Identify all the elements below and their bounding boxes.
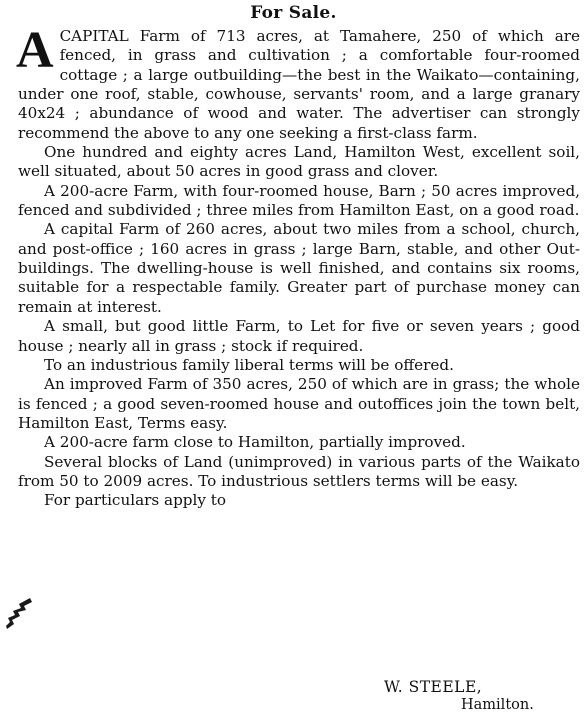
advertiser-location: Hamilton. [461,697,534,713]
paragraph-text: Farm of 713 acres, at Tamahere, 250 of which are fenced, in grass and cultivation ; a comfortable four-roomed cottage ; a large outbuilding—the best in the Waikato—containing, under one roof, stable, cowhouse, servants' room, and a large granary 40x24 ; abundance of wood and water. The advertiser can strongly recommend the above to any one seeking a first-class farm. [18,27,580,142]
advertisement-body [16,22,580,511]
paragraph-liberal-terms: To an industrious family liberal terms will be offered. [44,355,454,374]
drop-cap: A [16,22,54,79]
paragraph-hamilton-west-land: One hundred and eighty acres Land, Hamilton West, excellent soil, well situated, about 50 acres in good grass and clover. [18,143,580,181]
paragraph-350-acre-farm: An improved Farm of 350 acres, 250 of which are in grass; the whole is fenced ; a good seven-roomed house and outoffices join the town belt, Hamilton East, Terms easy. [18,375,580,432]
paragraph-200-acre-farm: A 200-acre Farm, with four-roomed house, Barn ; 50 acres improved, fenced and subdivided ; three miles from Hamilton East, on a good road. [18,181,580,220]
paragraph-farm-near-hamilton: A 200-acre farm close to Hamilton, partially improved. [44,433,466,452]
lead-word: CAPITAL [59,27,129,45]
advertiser-signature: W. STEELE, [384,678,483,696]
paragraph-unimproved-blocks: Several blocks of Land (unimproved) in various parts of the Waikato from 50 to 2009 acres. To industrious settlers terms will be easy. [18,452,580,490]
paragraph-small-farm-to-let: A small, but good little Farm, to Let for five or seven years ; good house ; nearly all in grass ; stock if required. [18,317,580,355]
paragraph-260-acre-farm: A capital Farm of 260 acres, about two miles from a school, church, and post-office ; 160 acres in grass ; large Barn, stable, and other Out-buildings. The dwelling-house is well finished, and contains six rooms, suitable for a respectable family. Greater part of purchase money can remain at interest. [18,220,580,316]
ink-blot-mark [4,596,38,632]
paragraph-particulars: For particulars apply to [44,491,227,510]
advertisement-title: For Sale. [250,3,337,23]
paragraph-tamahere-farm [16,22,580,143]
